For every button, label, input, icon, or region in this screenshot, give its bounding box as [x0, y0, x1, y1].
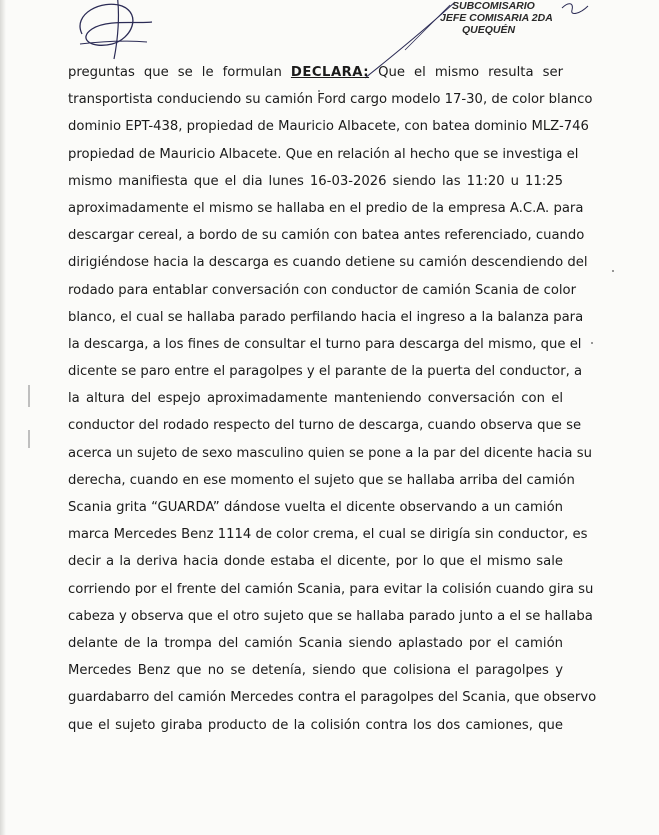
- stamp-location: QUEQUÉN: [462, 24, 516, 36]
- text-line: derecha, cuando en ese momento el sujeto que se hallaba arriba del camión: [68, 472, 575, 488]
- text-line: aproximadamente el mismo se hallaba en el predio de la empresa A.C.A. para: [68, 200, 584, 216]
- stamp-title: SUBCOMISARIO: [452, 0, 535, 12]
- scan-speck: [318, 90, 320, 92]
- stamp-flourish: [560, 0, 590, 20]
- scan-speck: [591, 342, 593, 344]
- text-line: corriendo por el frente del camión Scania, para evitar la colisión cuando gira su: [68, 581, 594, 597]
- text-line: rodado para entablar conversación con conductor de camión Scania de color: [68, 282, 577, 298]
- text-line: propiedad de Mauricio Albacete. Que en relación al hecho que se investiga el: [68, 146, 579, 162]
- text-line: Mercedes Benz que no se detenía, siendo que colisiona el paragolpes y: [68, 663, 563, 679]
- stamp-office: JEFE COMISARIA 2DA: [440, 12, 553, 24]
- signature-scribble: [62, 0, 162, 64]
- text-line: conductor del rodado respecto del turno de descarga, cuando observa que se: [68, 418, 582, 434]
- text-line: marca Mercedes Benz 1114 de color crema, el cual se dirigía sin conductor, es: [68, 527, 588, 543]
- text-line: la altura del espejo aproximadamente manteniendo conversación con el: [68, 391, 563, 407]
- text-line: que el sujeto giraba producto de la colisión contra los dos camiones, que: [68, 717, 563, 733]
- text-line: la descarga, a los fines de consultar el turno para descarga del mismo, que el: [68, 336, 582, 352]
- text-line: dominio EPT-438, propiedad de Mauricio Albacete, con batea dominio MLZ-746: [68, 119, 589, 135]
- declara-heading: DECLARA:: [290, 65, 370, 80]
- text-line: delante de la trompa del camión Scania siendo aplastado por el camión: [68, 635, 563, 651]
- scan-left-edge: [0, 0, 6, 835]
- text-line: cabeza y observa que el otro sujeto que se hallaba parado junto a el se hallaba: [68, 608, 593, 624]
- text-line: preguntas que se le formulan DECLARA: Que el mismo resulta ser: [68, 65, 564, 80]
- scan-speck: [612, 270, 614, 272]
- text-line: decir a la deriva hacia donde estaba el dicente, por lo que el mismo sale: [68, 554, 563, 570]
- text-line: dicente se paro entre el paragolpes y el parante de la puerta del conductor, a: [68, 364, 583, 380]
- text-line: transportista conduciendo su camión Ford cargo modelo 17-30, de color blanco: [68, 92, 593, 108]
- declaration-text: [68, 59, 597, 739]
- text-line: mismo manifiesta que el dia lunes 16-03-2026 siendo las 11:20 u 11:25: [68, 173, 563, 189]
- text-line: blanco, el cual se hallaba parado perfilando hacia el ingreso a la balanza para: [68, 309, 584, 325]
- margin-mark: [28, 430, 30, 448]
- text-line: dirigiéndose hacia la descarga es cuando detiene su camión descendiendo del: [68, 255, 588, 271]
- margin-mark: [28, 385, 30, 407]
- text-line: descargar cereal, a bordo de su camión con batea antes referenciado, cuando: [68, 228, 585, 244]
- text-line: guardabarro del camión Mercedes contra el paragolpes del Scania, que observo: [68, 690, 597, 706]
- text-line: Scania grita “GUARDA” dándose vuelta el dicente observando a un camión: [68, 500, 563, 515]
- official-stamp: [440, 0, 580, 36]
- text-line: acerca un sujeto de sexo masculino quien se pone a la par del dicente hacia su: [68, 445, 592, 461]
